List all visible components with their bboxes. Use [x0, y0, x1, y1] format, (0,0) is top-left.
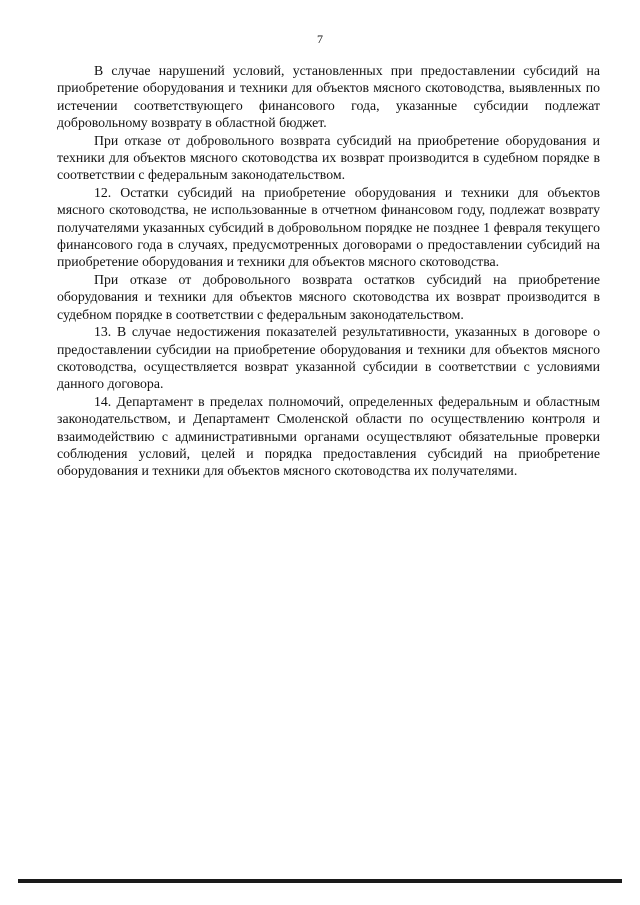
bottom-rule	[18, 879, 622, 883]
paragraph-refusal-court-return: При отказе от добровольного возврата субсидий на приобретение оборудования и техники для объектов мясного скотоводства их возврат производится в судебном порядке в соответствии с федеральным законодательством.	[57, 132, 600, 183]
paragraph-14-inspections: 14. Департамент в пределах полномочий, определенных федеральным и областным законодательством, и Департамент Смоленской области по осуществлению контроля и взаимодействию с административными органами осуществляют обязательные проверки соблюдения условий, целей и порядка предоставления субсидий на приобретение оборудования и техники для объектов мясного скотоводства их получателями.	[57, 393, 600, 479]
page-number: 7	[317, 32, 323, 46]
paragraph-violation-return: В случае нарушений условий, установленных при предоставлении субсидий на приобретение оборудования и техники для объектов мясного скотоводства, выявленных по истечении соответствующего финансового года, указанные субсидии подлежат добровольному возврату в областной бюджет.	[57, 63, 600, 131]
paragraph-balance-refusal-court: При отказе от добровольного возврата остатков субсидий на приобретение оборудования и техники для объектов мясного скотоводства их возврат производится в судебном порядке в соответствии с федеральным законодательством.	[57, 271, 600, 322]
document-body	[57, 62, 600, 480]
paragraph-13-indicators: 13. В случае недостижения показателей результативности, указанных в договоре о предоставлении субсидии на приобретение оборудования и техники для объектов мясного скотоводства, осуществляется возврат указанной субсидии в соответствии с условиями данного договора.	[57, 324, 600, 392]
paragraph-12-unused-balance: 12. Остатки субсидий на приобретение оборудования и техники для объектов мясного скотоводства, не использованные в отчетном финансовом году, подлежат возврату получателями указанных субсидий в добровольном порядке не позднее 1 февраля текущего финансового года в случаях, предусмотренных договорами о предоставлении субсидий на приобретение оборудования и техники для объектов мясного скотоводства.	[57, 184, 600, 270]
